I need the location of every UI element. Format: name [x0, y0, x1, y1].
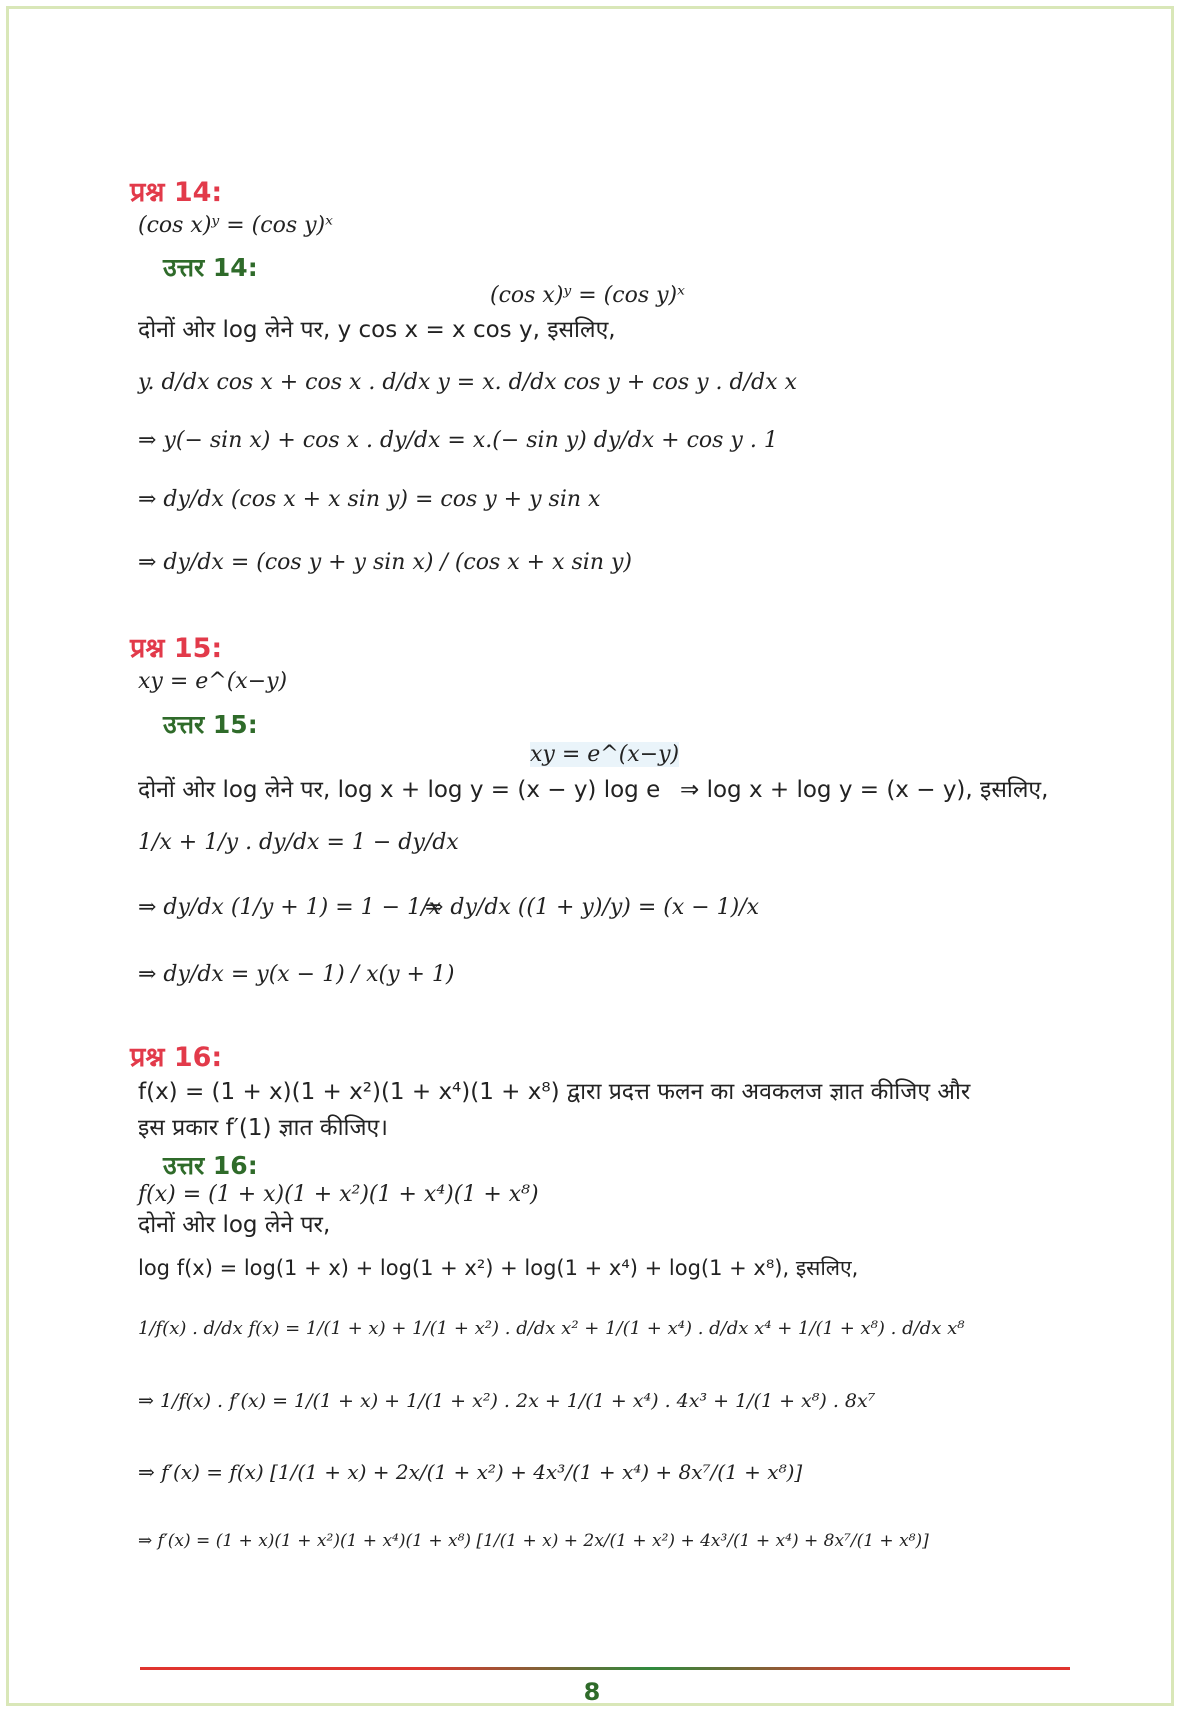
answer-15-heading: उत्तर 15: [163, 710, 258, 739]
answer-16-line-3: log f(x) = log(1 + x) + log(1 + x²) + log(1 + x⁴) + log(1 + x⁸), इसलिए, [138, 1256, 859, 1280]
question-15-statement: xy = e^(x−y) [138, 669, 288, 694]
answer-14-step-3: ⇒ dy/dx (cos x + x sin y) = cos y + y sin x [138, 487, 601, 512]
footer-rule [140, 1667, 1070, 1670]
answer-14-step-4: ⇒ dy/dx = (cos y + y sin x) / (cos x + x sin y) [138, 550, 633, 575]
question-16-heading: प्रश्न 16: [130, 1042, 223, 1073]
answer-16-heading: उत्तर 16: [163, 1151, 258, 1180]
answer-14-heading: उत्तर 14: [163, 253, 258, 282]
answer-14-step-1: y. d/dx cos x + cos x . d/dx y = x. d/dx cos y + cos y . d/dx x [138, 370, 797, 395]
question-16-statement-2: इस प्रकार f′(1) ज्ञात कीजिए। [138, 1115, 388, 1141]
answer-16-step-1: 1/f(x) . d/dx f(x) = 1/(1 + x) + 1/(1 + x²) . d/dx x² + 1/(1 + x⁴) . d/dx x⁴ + 1/(1 + x⁸) . d/dx x⁸ [138, 1318, 965, 1339]
question-15-heading: प्रश्न 15: [130, 633, 223, 664]
question-16-statement-1: f(x) = (1 + x)(1 + x²)(1 + x⁴)(1 + x⁸) द्वारा प्रदत्त फलन का अवकलज ज्ञात कीजिए और [138, 1079, 971, 1105]
answer-15-step-2b: ⇒ dy/dx ((1 + y)/y) = (x − 1)/x [425, 895, 760, 920]
answer-15-step-3: ⇒ dy/dx = y(x − 1) / x(y + 1) [138, 962, 455, 987]
answer-14-log-line: दोनों ओर log लेने पर, y cos x = x cos y, इसलिए, [138, 317, 616, 343]
answer-16-line-2: दोनों ओर log लेने पर, [138, 1212, 331, 1238]
answer-14-equation: (cos x)ʸ = (cos y)ˣ [490, 283, 685, 308]
answer-15-log-line-a: दोनों ओर log लेने पर, log x + log y = (x − y) log e [138, 777, 661, 803]
answer-16-step-3: ⇒ f′(x) = f(x) [1/(1 + x) + 2x/(1 + x²) + 4x³/(1 + x⁴) + 8x⁷/(1 + x⁸)] [138, 1460, 803, 1484]
page-number: 8 [583, 1678, 601, 1706]
answer-14-step-2: ⇒ y(− sin x) + cos x . dy/dx = x.(− sin y) dy/dx + cos y . 1 [138, 428, 778, 453]
answer-15-log-line-b: ⇒ log x + log y = (x − y), इसलिए, [680, 777, 1049, 803]
answer-16-line-1: f(x) = (1 + x)(1 + x²)(1 + x⁴)(1 + x⁸) [138, 1182, 539, 1207]
answer-15-equation: xy = e^(x−y) [530, 742, 680, 767]
answer-16-step-4: ⇒ f′(x) = (1 + x)(1 + x²)(1 + x⁴)(1 + x⁸) [1/(1 + x) + 2x/(1 + x²) + 4x³/(1 + x⁴) + 8x⁷/(1 + x⁸)] [138, 1531, 929, 1551]
question-14-statement: (cos x)ʸ = (cos y)ˣ [138, 213, 333, 238]
answer-15-step-1: 1/x + 1/y . dy/dx = 1 − dy/dx [138, 830, 459, 855]
question-14-heading: प्रश्न 14: [130, 177, 223, 208]
answer-16-step-2: ⇒ 1/f(x) . f′(x) = 1/(1 + x) + 1/(1 + x²) . 2x + 1/(1 + x⁴) . 4x³ + 1/(1 + x⁸) . 8x⁷ [138, 1390, 876, 1412]
answer-15-step-2a: ⇒ dy/dx (1/y + 1) = 1 − 1/x [138, 895, 441, 920]
